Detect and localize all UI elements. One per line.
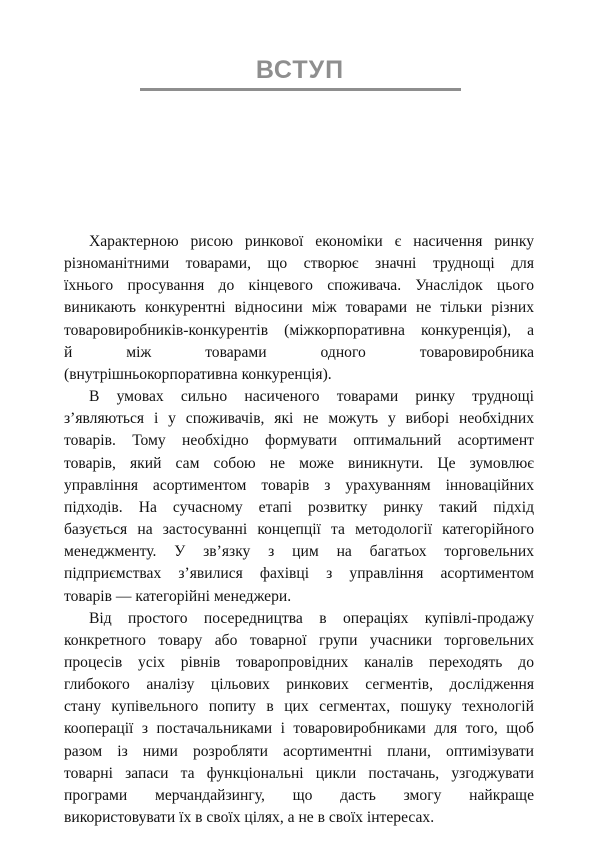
text-line: програми мерчандайзингу, що дасть змогу найкраще (64, 786, 534, 804)
text-line: (внутрішньокорпоративна конкуренція). (64, 365, 332, 383)
text-line: разом із ними розробляти асортиментні плани, оптимізувати (64, 742, 534, 760)
paragraph-2 (64, 386, 534, 608)
text-line: менеджменту. У зв’язку з цим на багатьох торговельних (64, 543, 534, 561)
text-line: підприємствах з’явилися фахівці з управління асортиментом (64, 565, 534, 583)
text-line: різноманітними товарами, що створює значні труднощі для (64, 255, 534, 273)
body-text (64, 231, 534, 829)
text-line: конкретного товару або товарної групи учасники торговельних (64, 631, 534, 649)
text-line: виникають конкурентні відносини між товарами не тільки різних (64, 299, 534, 317)
text-line: Від простого посередництва в операціях купівлі-продажу (89, 609, 534, 627)
text-line: глибокого аналізу цільових ринкових сегментів, дослідження (64, 676, 534, 694)
paragraph-3 (64, 608, 534, 830)
text-line: підходів. На сучасному етапі розвитку ринку такий підхід (64, 498, 534, 516)
text-line: товарів — категорійні менеджери. (64, 587, 292, 605)
text-line: В умовах сильно насиченого товарами ринку труднощі (89, 388, 534, 406)
text-line: кооперації з постачальниками і товаровиробниками для того, щоб (64, 720, 534, 738)
text-line: управління асортиментом товарів з урахуванням інноваційних (64, 476, 534, 494)
text-line: товарів. Тому необхідно формувати оптимальний асортимент (64, 432, 534, 450)
text-line: процесів усіх рівнів товаропровідних каналів переходять до (64, 653, 534, 671)
text-line: стану купівельного попиту в цих сегментах, пошуку технологій (64, 698, 534, 716)
title-underline (140, 88, 461, 91)
text-line: використовувати їх в своїх цілях, а не в своїх інтересах. (64, 809, 435, 827)
text-line: товаровиробників-конкурентів (міжкорпоративна конкуренція), а (64, 321, 534, 339)
paragraph-1 (64, 231, 534, 386)
page-title: ВСТУП (255, 56, 345, 84)
text-line: з’являються і у споживачів, які не можуть у виборі необхідних (64, 410, 534, 428)
text-line: Характерною рисою ринкової економіки є насичення ринку (89, 233, 534, 250)
text-line: їхнього просування до кінцевого споживача. Унаслідок цього (64, 277, 534, 295)
text-line: базується на застосуванні концепції та методології категорійного (64, 521, 534, 539)
text-line: товарів, який сам собою не може виникнути. Це зумовлює (64, 454, 534, 472)
text-line: й між товарами одного товаровиробника (64, 343, 534, 361)
text-line: товарні запаси та функціональні цикли постачань, узгоджувати (64, 764, 534, 782)
